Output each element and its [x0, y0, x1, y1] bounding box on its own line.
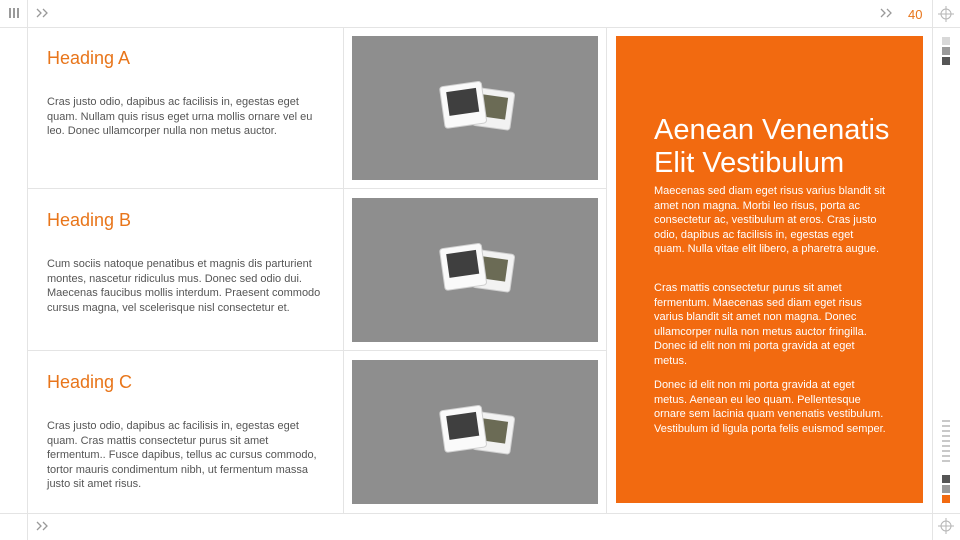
- section-heading: Heading C: [47, 372, 133, 392]
- callout-paragraph: Maecenas sed diam eget risus varius blandit sit amet non magna. Morbi leo risus, porta ac consectetur ac, vestibulum at eros. Cras justo odio, dapibus ac facilisis in, egestas eget quam. Nulla vitae elit libero, a pharetra augue.: [654, 185, 886, 256]
- crosshair-icon: [938, 518, 954, 534]
- rail-tick: [942, 455, 950, 457]
- image-placeholder[interactable]: [352, 360, 598, 504]
- image-placeholder[interactable]: [352, 36, 598, 180]
- row-divider: [28, 350, 607, 351]
- rail-tick: [942, 450, 950, 452]
- callout-paragraph: Cras mattis consectetur purus sit amet fermentum. Maecenas sed diam eget risus varius blandit sit amet non magna. Donec ullamcorper nulla non metus auctor fringilla. Donec id elit non mi porta gravida at eget metus.: [654, 282, 867, 367]
- swatch-light: [942, 37, 950, 45]
- column-rule-1: [343, 28, 344, 513]
- double-chevron-right-icon[interactable]: [36, 521, 50, 533]
- section-heading: Heading A: [47, 48, 131, 68]
- top-rule: [0, 27, 960, 28]
- section-body: Cum sociis natoque penatibus et magnis dis parturient montes, nascetur ridiculus mus. Donec sed odio dui. Maecenas faucibus mollis interdum. Praesent commodo cursus magna, vel scelerisque nisl consectetur et.: [47, 258, 321, 314]
- rail-tick: [942, 420, 950, 422]
- swatch-accent: [942, 495, 950, 503]
- swatch-dark: [942, 475, 950, 483]
- swatch-dark: [942, 57, 950, 65]
- callout-panel: [616, 36, 923, 503]
- rail-tick: [942, 440, 950, 442]
- section-body: Cras justo odio, dapibus ac facilisis in, egestas eget quam. Cras mattis consectetur purus sit amet fermentum.. Fusce dapibus, tellus ac cursus commodo, tortor mauris condimentum nibh, ut fermentum massa justo sit amet risus.: [47, 420, 317, 491]
- rail-tick: [942, 460, 950, 462]
- crosshair-icon: [938, 6, 954, 22]
- right-rule: [932, 0, 933, 540]
- row-divider: [28, 188, 607, 189]
- callout-title: Aenean Venenatis Elit Vestibulum: [654, 114, 890, 179]
- section-body: Cras justo odio, dapibus ac facilisis in, egestas eget quam. Nullam quis risus eget urna mollis ornare vel eu leo. Donec ullamcorper nulla non metus auctor.: [47, 96, 313, 138]
- double-chevron-right-icon[interactable]: [880, 8, 894, 20]
- rail-tick: [942, 425, 950, 427]
- menu-icon[interactable]: [9, 8, 19, 20]
- photo-slides-icon: [436, 238, 516, 302]
- rail-tick: [942, 445, 950, 447]
- page-number: 40: [908, 7, 923, 22]
- bottom-rule: [0, 513, 960, 514]
- double-chevron-right-icon[interactable]: [36, 8, 50, 20]
- column-rule-2: [606, 28, 607, 513]
- left-rule: [27, 0, 28, 540]
- photo-slides-icon: [436, 400, 516, 464]
- callout-paragraph: Donec id elit non mi porta gravida at eget metus. Aenean eu leo quam. Pellentesque ornare sem lacinia quam venenatis vestibulum. Vestibulum id ligula porta felis euismod semper.: [654, 379, 886, 435]
- swatch-mid: [942, 485, 950, 493]
- photo-slides-icon: [436, 76, 516, 140]
- rail-tick: [942, 430, 950, 432]
- section-heading: Heading B: [47, 210, 132, 230]
- swatch-mid: [942, 47, 950, 55]
- rail-tick: [942, 435, 950, 437]
- image-placeholder[interactable]: [352, 198, 598, 342]
